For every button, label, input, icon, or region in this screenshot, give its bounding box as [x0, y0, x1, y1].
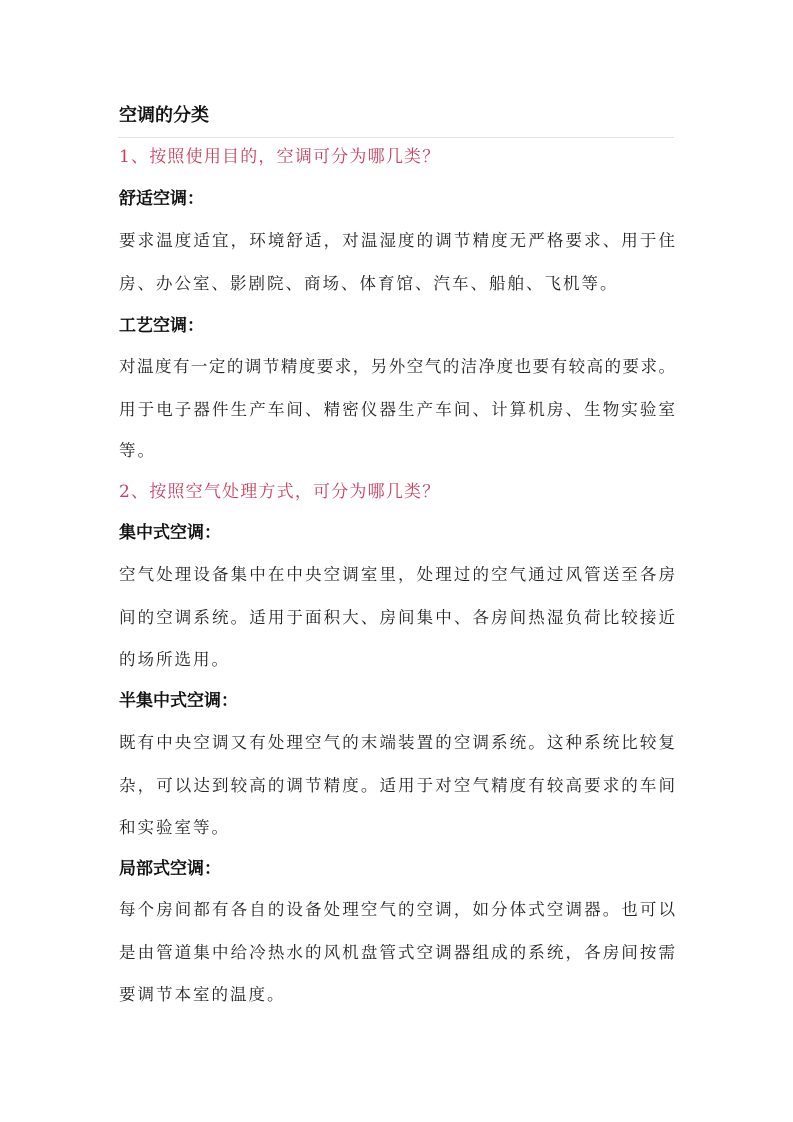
- document-title: 空调的分类: [119, 105, 209, 126]
- category-heading-semi-central: 半集中式空调：: [119, 691, 238, 711]
- section-question-2: 2、按照空气处理方式，可分为哪几类？: [119, 482, 441, 502]
- paragraph-line: 和实验室等。: [119, 818, 230, 837]
- section-question-1: 1、按照使用目的，空调可分为哪几类？: [119, 147, 441, 167]
- title-divider: [118, 137, 674, 138]
- category-heading-central: 集中式空调：: [119, 523, 221, 543]
- paragraph-line: 每个房间都有各自的设备处理空气的空调，如分体式空调器。也可以: [119, 900, 675, 919]
- paragraph-line: 的场所选用。: [119, 650, 230, 669]
- paragraph-line: 杂，可以达到较高的调节精度。适用于对空气精度有较高要求的车间: [119, 776, 675, 795]
- paragraph-line: 既有中央空调又有处理空气的末端装置的空调系统。这种系统比较复: [119, 733, 675, 752]
- paragraph-line: 是由管道集中给冷热水的风机盘管式空调器组成的系统，各房间按需: [119, 943, 675, 962]
- paragraph-line: 用于电子器件生产车间、精密仪器生产车间、计算机房、生物实验室: [119, 400, 675, 419]
- paragraph-line: 房、办公室、影剧院、商场、体育馆、汽车、船舶、飞机等。: [119, 274, 619, 293]
- category-heading-comfort: 舒适空调：: [119, 189, 204, 209]
- paragraph-line: 对温度有一定的调节精度要求，另外空气的洁净度也要有较高的要求。: [119, 357, 675, 376]
- paragraph-line: 等。: [119, 441, 156, 460]
- paragraph-line: 空气处理设备集中在中央空调室里，处理过的空气通过风管送至各房: [119, 565, 675, 584]
- paragraph-line: 间的空调系统。适用于面积大、房间集中、各房间热湿负荷比较接近: [119, 608, 675, 627]
- category-heading-process: 工艺空调：: [119, 316, 204, 336]
- category-heading-local: 局部式空调：: [119, 859, 221, 879]
- paragraph-line: 要调节本室的温度。: [119, 985, 286, 1004]
- paragraph-line: 要求温度适宜，环境舒适，对温湿度的调节精度无严格要求、用于住: [119, 231, 675, 250]
